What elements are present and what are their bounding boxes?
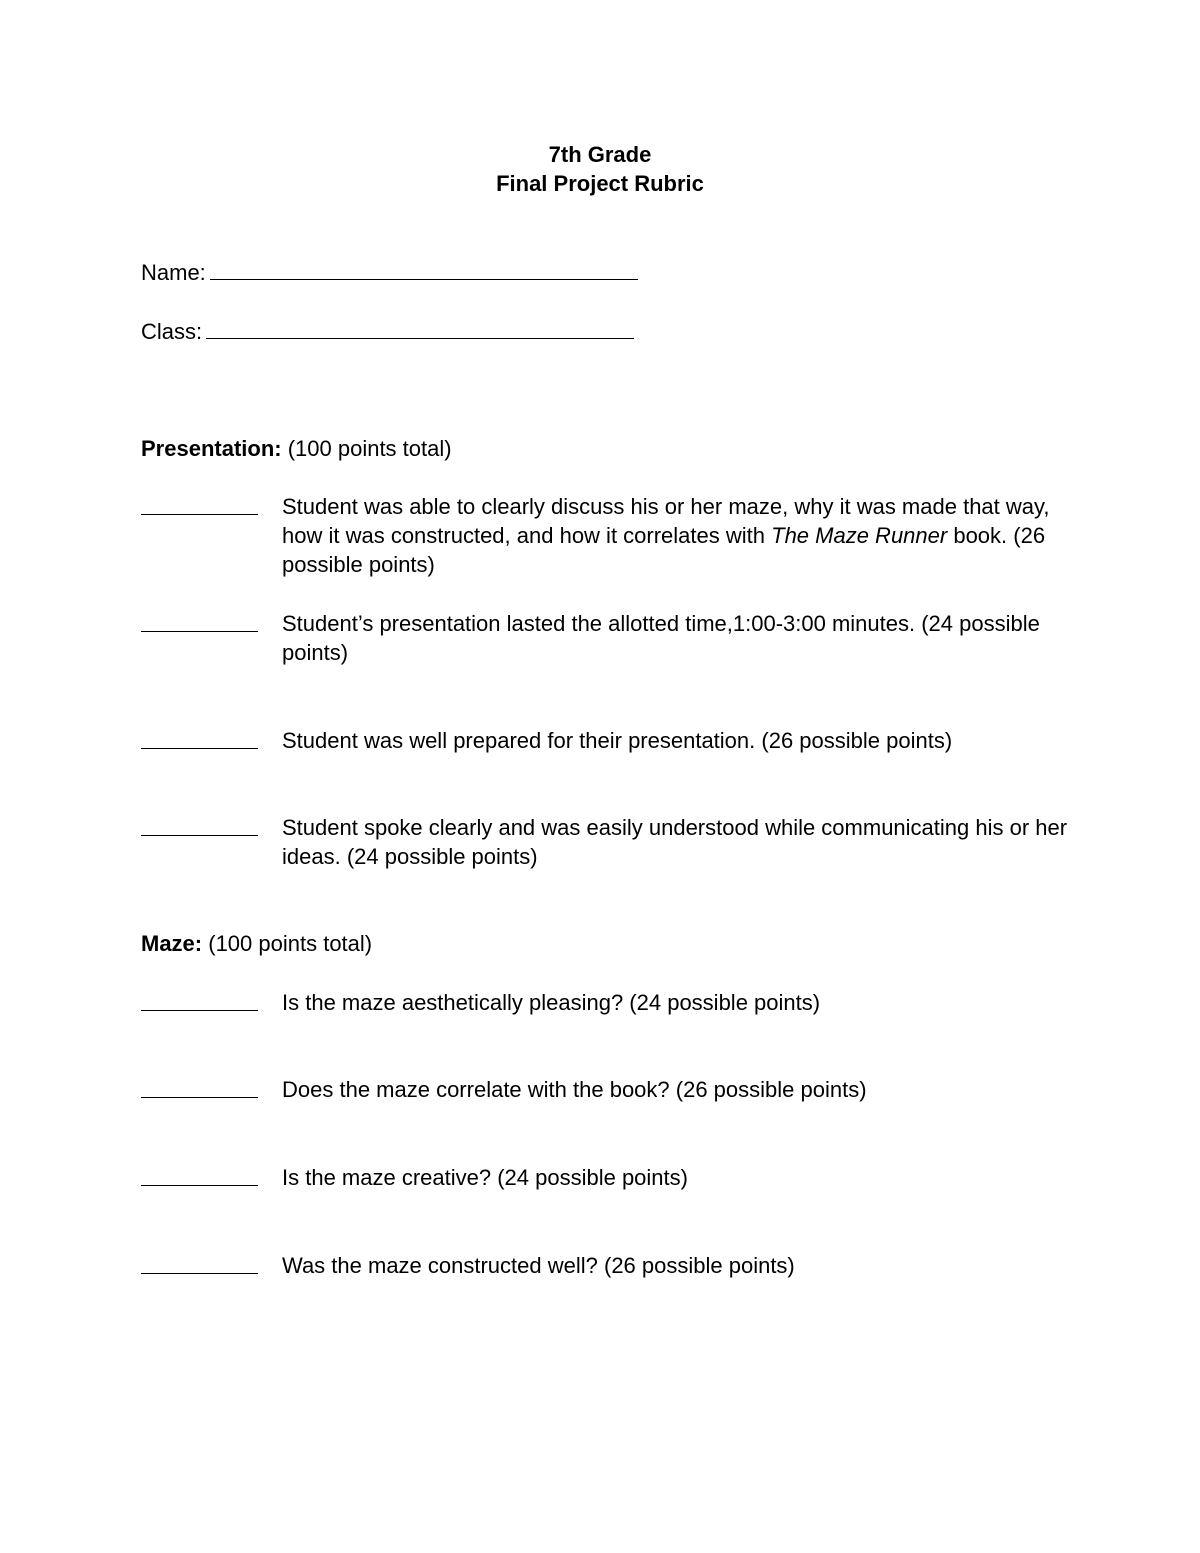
- presentation-item-text: Student spoke clearly and was easily understood while communicating his or her ideas. (24 possible points): [282, 815, 1068, 869]
- maze-item-text: Was the maze constructed well? (26 possible points): [282, 1253, 795, 1278]
- class-blank-line[interactable]: [206, 316, 634, 339]
- score-blank-line[interactable]: [141, 1163, 258, 1186]
- score-blank-line[interactable]: [141, 1251, 258, 1274]
- name-label: Name:: [141, 260, 206, 285]
- name-field: [141, 257, 638, 287]
- maze-heading-label: Maze:: [141, 931, 203, 956]
- maze-item-text: Does the maze correlate with the book? (26 possible points): [282, 1077, 867, 1102]
- score-blank-line[interactable]: [141, 492, 258, 515]
- score-blank-line[interactable]: [141, 813, 258, 836]
- score-blank-line[interactable]: [141, 1075, 258, 1098]
- maze-heading: [141, 929, 372, 958]
- maze-item-text: Is the maze aesthetically pleasing? (24 possible points): [282, 990, 821, 1015]
- grade-title: 7th Grade: [548, 142, 652, 167]
- name-blank-line[interactable]: [210, 257, 638, 280]
- class-label: Class:: [141, 319, 203, 344]
- presentation-item-text: Student’s presentation lasted the allotted time,1:00-3:00 minutes. (24 possible points): [282, 611, 1040, 665]
- score-blank-line[interactable]: [141, 726, 258, 749]
- presentation-item-text: Student was well prepared for their presentation. (26 possible points): [282, 728, 953, 753]
- score-blank-line[interactable]: [141, 609, 258, 632]
- item-text-part: Student was able to clearly discuss his or her maze, why it was made that way, how it was constructed, and how it correlates with: [282, 494, 1050, 548]
- rubric-title: Final Project Rubric: [496, 171, 704, 196]
- presentation-total: (100 points total): [281, 436, 452, 461]
- presentation-item-text: [282, 492, 1072, 579]
- score-blank-line[interactable]: [141, 988, 258, 1011]
- book-title: The Maze Runner: [771, 523, 948, 548]
- maze-total: (100 points total): [202, 931, 373, 956]
- presentation-heading-label: Presentation:: [141, 436, 282, 461]
- presentation-heading: [141, 434, 452, 463]
- item-text-part: book. (26 possible points): [282, 523, 1046, 577]
- maze-item-text: Is the maze creative? (24 possible points): [282, 1165, 688, 1190]
- class-field: [141, 316, 634, 346]
